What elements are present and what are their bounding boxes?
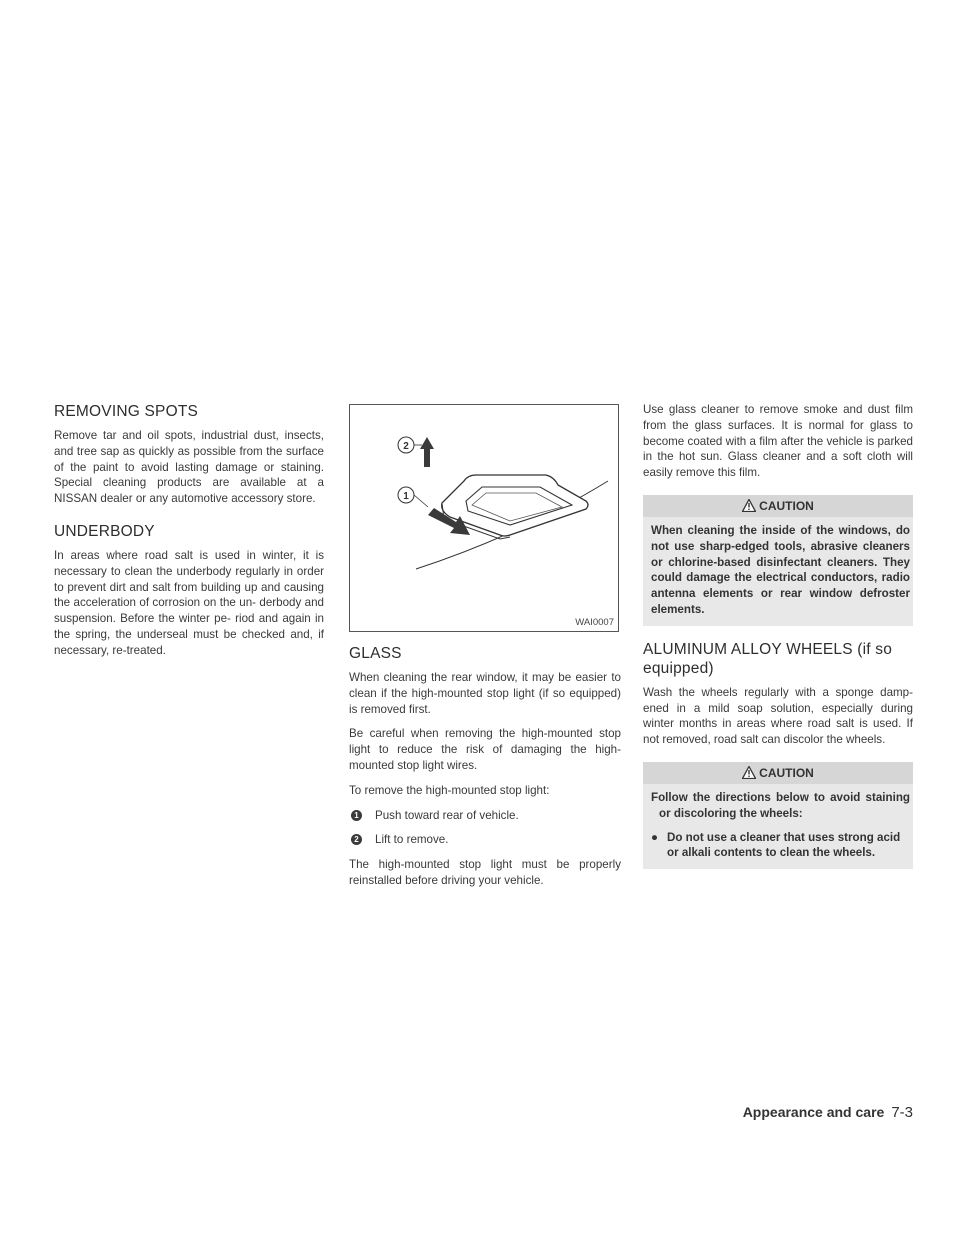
- caution-bullet: [651, 830, 910, 862]
- figure-label-2: 2: [403, 441, 409, 452]
- figure-label-1: 1: [403, 491, 409, 502]
- caution-header: [643, 762, 913, 784]
- caution-windows-text: When cleaning the inside of the windows, do not use sharp-edged tools, abrasive cleaners or chlorine-based disinfectant cleaners. They could damage the electrical conductors, radio antenna elements or rear window defroster elements.: [651, 523, 910, 616]
- glass-para-2: Be careful when removing the high-mounted stop light to reduce the risk of damaging the high-mounted stop light wires.: [349, 727, 621, 772]
- column-middle: [349, 402, 621, 898]
- glass-para-5: Use glass cleaner to remove smoke and dust film from the glass surfaces. It is normal for glass to become coated with a film after the vehicle is parked in the hot sun. Glass cleaner and a soft cloth will easily remove this film.: [643, 403, 913, 480]
- glass-para-4: The high-mounted stop light must be properly reinstalled before driving your vehicle.: [349, 858, 621, 887]
- stop-light-figure: [349, 404, 619, 632]
- caution-title: CAUTION: [759, 765, 814, 780]
- caution-box-wheels: [643, 762, 913, 869]
- glass-step: [351, 832, 621, 848]
- page-footer: [743, 1104, 913, 1121]
- step-number-2-icon: 2: [351, 834, 362, 845]
- underbody-body: In areas where road salt is used in winter, it is necessary to clean the underbody regularly in order to prevent dirt and salt from building up and causing the acceleration of corrosion on the un- derbody and suspension. Before the winter pe- riod and again in the spring, the underseal must be checked and, if necessary, re-treated.: [54, 548, 324, 657]
- page-number: 7-3: [891, 1104, 913, 1121]
- wheels-body: Wash the wheels regularly with a sponge damp- ened in a mild soap solution, especially during winter months in areas where road salt is used. If not removed, road salt can discolor the wheels.: [643, 685, 913, 747]
- caution-box-windows: [643, 495, 913, 626]
- figure-code: WAI0007: [575, 617, 614, 628]
- glass-para-3: To remove the high-mounted stop light:: [349, 783, 550, 797]
- footer-section-title: Appearance and care: [742, 1104, 885, 1120]
- bullet-icon: ●: [651, 830, 659, 844]
- glass-step-2-text: Lift to remove.: [375, 833, 449, 847]
- removing-spots-heading: REMOVING SPOTS: [54, 403, 199, 420]
- stop-light-illustration: [350, 405, 620, 633]
- warning-icon: [742, 766, 756, 779]
- caution-title: CAUTION: [759, 498, 814, 513]
- caution-header: [643, 495, 913, 517]
- caution-wheels-intro: Follow the directions below to avoid staining or discoloring the wheels:: [651, 790, 910, 820]
- column-right: [643, 402, 913, 883]
- column-left: [54, 402, 324, 668]
- removing-spots-body: Remove tar and oil spots, industrial dust, insects, and tree sap as quickly as possible from the surface of the paint to avoid lasting damage or staining. Special cleaning products are available at a NISSAN dealer or any automotive accessory store.: [54, 429, 324, 506]
- step-number-1-icon: 1: [351, 810, 362, 821]
- wheels-heading: ALUMINUM ALLOY WHEELS (if so equipped): [643, 640, 893, 677]
- warning-icon: [742, 499, 756, 512]
- glass-step-1-text: Push toward rear of vehicle.: [375, 808, 519, 822]
- glass-step: [351, 808, 621, 824]
- glass-heading: GLASS: [349, 645, 402, 662]
- glass-para-1: When cleaning the rear window, it may be easier to clean if the high-mounted stop light (if so equipped) is removed first.: [349, 671, 621, 716]
- underbody-heading: UNDERBODY: [54, 522, 155, 540]
- caution-bullet-text: Do not use a cleaner that uses strong acid or alkali contents to clean the wheels.: [667, 830, 901, 860]
